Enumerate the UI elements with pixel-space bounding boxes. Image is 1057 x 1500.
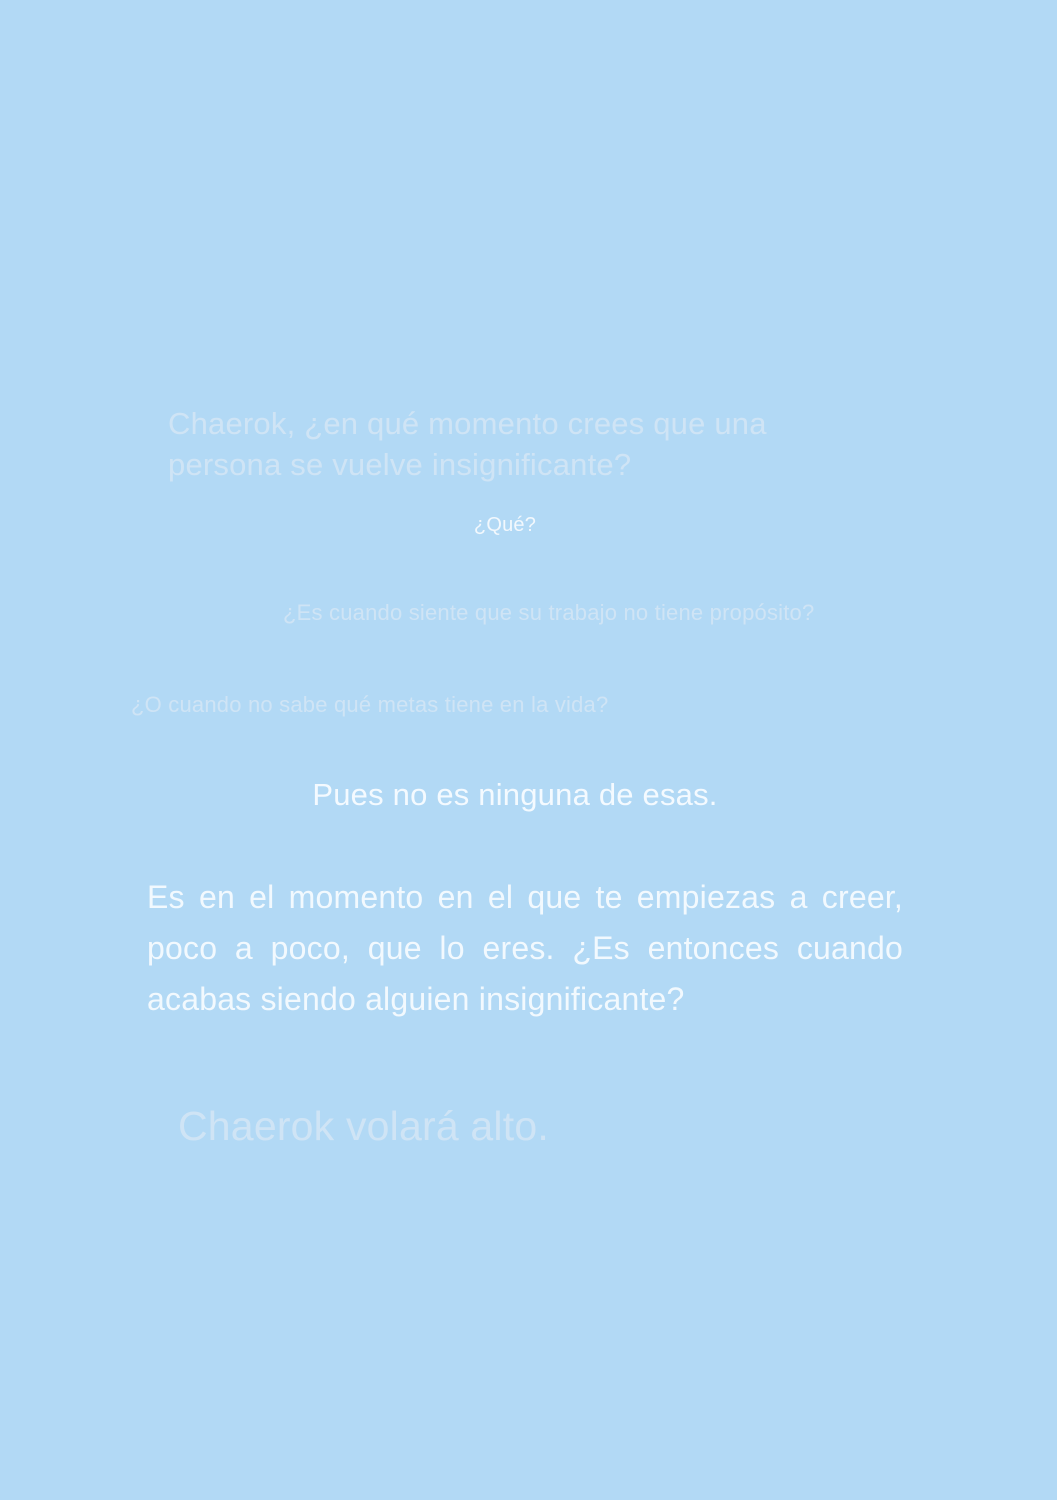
opening-question-text: Chaerok, ¿en qué momento crees que una persona se vuelve insignificante? <box>168 406 767 482</box>
closing-line-text: Chaerok volará alto. <box>178 1103 549 1149</box>
short-reply-text: ¿Qué? <box>473 514 537 536</box>
main-paragraph-text: Es en el momento en el que te empiezas a creer, poco a poco, que lo eres. ¿Es entonces cuando acabas siendo alguien insignificante? <box>147 879 903 1017</box>
follow-up-question-2-text: ¿O cuando no sabe qué metas tiene en la vida? <box>131 692 609 717</box>
follow-up-question-1-text: ¿Es cuando siente que su trabajo no tiene propósito? <box>283 600 815 625</box>
emphatic-answer-text: Pues no es ninguna de esas. <box>312 777 718 812</box>
